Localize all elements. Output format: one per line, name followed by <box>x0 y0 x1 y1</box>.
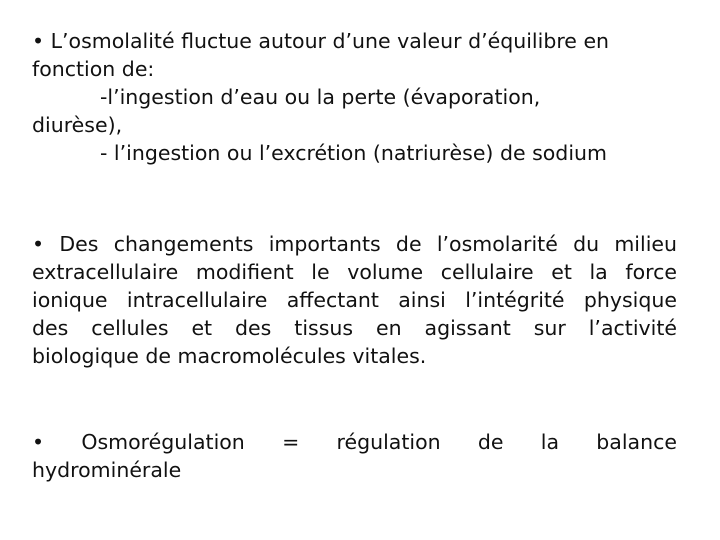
text-line: • Osmorégulation = régulation de la balance <box>32 430 677 454</box>
paragraph-osmoregulation <box>32 428 677 484</box>
paragraph-osmolality <box>32 27 677 167</box>
text-line: • L’osmolalité fluctue autour d’une valeur d’équilibre en <box>32 29 610 53</box>
text-line: diurèse), <box>32 113 123 137</box>
text-line: des cellules et des tissus en agissant sur l’activité <box>32 316 677 340</box>
text-line: biologique de macromolécules vitales. <box>32 344 427 368</box>
text-line: • Des changements importants de l’osmolarité du milieu <box>32 232 677 256</box>
text-line: ionique intracellulaire affectant ainsi l’intégrité physique <box>32 288 677 312</box>
text-line: fonction de: <box>32 57 155 81</box>
text-line: - l’ingestion ou l’excrétion (natriurèse) de sodium <box>100 141 607 165</box>
text-line: extracellulaire modifient le volume cellulaire et la force <box>32 260 677 284</box>
text-line: -l’ingestion d’eau ou la perte (évaporation, <box>100 85 541 109</box>
paragraph-osmolarity-changes <box>32 230 677 370</box>
text-line: hydrominérale <box>32 458 182 482</box>
